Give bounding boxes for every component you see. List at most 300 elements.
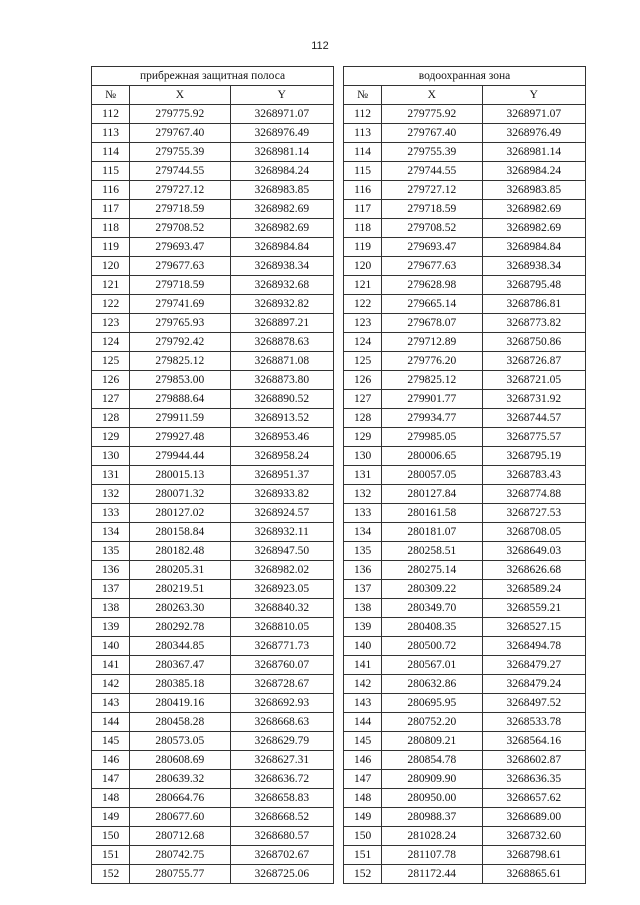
x-coordinate-cell: 280292.78	[130, 618, 230, 637]
x-coordinate-cell: 280573.05	[130, 732, 230, 751]
table-row	[344, 238, 586, 257]
table-row	[344, 181, 586, 200]
y-coordinate-cell: 3268840.32	[230, 599, 333, 618]
column-header-x: X	[382, 86, 482, 105]
y-coordinate-cell: 3268721.05	[482, 371, 585, 390]
point-number-cell: 151	[92, 846, 130, 865]
point-number-cell: 136	[92, 561, 130, 580]
y-coordinate-cell: 3268668.63	[230, 713, 333, 732]
y-coordinate-cell: 3268795.48	[482, 276, 585, 295]
y-coordinate-cell: 3268629.79	[230, 732, 333, 751]
table-row	[344, 485, 586, 504]
point-number-cell: 116	[344, 181, 382, 200]
x-coordinate-cell: 281107.78	[382, 846, 482, 865]
table-row	[92, 162, 334, 181]
point-number-cell: 145	[344, 732, 382, 751]
table-row	[344, 162, 586, 181]
y-coordinate-cell: 3268732.60	[482, 827, 585, 846]
point-number-cell: 136	[344, 561, 382, 580]
y-coordinate-cell: 3268982.69	[482, 219, 585, 238]
table-row	[92, 219, 334, 238]
point-number-cell: 134	[92, 523, 130, 542]
x-coordinate-cell: 280071.32	[130, 485, 230, 504]
table-row	[344, 789, 586, 808]
y-coordinate-cell: 3268602.87	[482, 751, 585, 770]
x-coordinate-cell: 280639.32	[130, 770, 230, 789]
table-row	[344, 751, 586, 770]
table-row	[92, 314, 334, 333]
table-row	[344, 808, 586, 827]
x-coordinate-cell: 280127.02	[130, 504, 230, 523]
point-number-cell: 149	[92, 808, 130, 827]
table-row	[92, 637, 334, 656]
point-number-cell: 131	[344, 466, 382, 485]
y-coordinate-cell: 3268775.57	[482, 428, 585, 447]
point-number-cell: 137	[344, 580, 382, 599]
y-coordinate-cell: 3268559.21	[482, 599, 585, 618]
y-coordinate-cell: 3268873.80	[230, 371, 333, 390]
table-title: водоохранная зона	[344, 67, 586, 86]
point-number-cell: 140	[344, 637, 382, 656]
y-coordinate-cell: 3268773.82	[482, 314, 585, 333]
y-coordinate-cell: 3268982.69	[230, 219, 333, 238]
point-number-cell: 112	[344, 105, 382, 124]
y-coordinate-cell: 3268932.82	[230, 295, 333, 314]
column-header-number: №	[344, 86, 382, 105]
x-coordinate-cell: 280950.00	[382, 789, 482, 808]
x-coordinate-cell: 279677.63	[130, 257, 230, 276]
table-row	[92, 181, 334, 200]
x-coordinate-cell: 279744.55	[130, 162, 230, 181]
table-row	[92, 561, 334, 580]
table-row	[92, 200, 334, 219]
y-coordinate-cell: 3268878.63	[230, 333, 333, 352]
x-coordinate-cell: 280344.85	[130, 637, 230, 656]
x-coordinate-cell: 280742.75	[130, 846, 230, 865]
table-row	[92, 257, 334, 276]
x-coordinate-cell: 279985.05	[382, 428, 482, 447]
y-coordinate-cell: 3268984.24	[482, 162, 585, 181]
x-coordinate-cell: 279944.44	[130, 447, 230, 466]
y-coordinate-cell: 3268658.83	[230, 789, 333, 808]
point-number-cell: 143	[344, 694, 382, 713]
table-row	[344, 846, 586, 865]
point-number-cell: 140	[92, 637, 130, 656]
x-coordinate-cell: 279628.98	[382, 276, 482, 295]
table-row	[344, 599, 586, 618]
point-number-cell: 147	[344, 770, 382, 789]
y-coordinate-cell: 3268649.03	[482, 542, 585, 561]
table-row	[92, 276, 334, 295]
x-coordinate-cell: 280127.84	[382, 485, 482, 504]
point-number-cell: 141	[92, 656, 130, 675]
point-number-cell: 126	[92, 371, 130, 390]
y-coordinate-cell: 3268971.07	[482, 105, 585, 124]
y-coordinate-cell: 3268976.49	[230, 124, 333, 143]
point-number-cell: 144	[92, 713, 130, 732]
table-row	[92, 580, 334, 599]
x-coordinate-cell: 279708.52	[382, 219, 482, 238]
table-row	[92, 694, 334, 713]
y-coordinate-cell: 3268984.24	[230, 162, 333, 181]
point-number-cell: 128	[344, 409, 382, 428]
point-number-cell: 142	[92, 675, 130, 694]
y-coordinate-cell: 3268479.24	[482, 675, 585, 694]
x-coordinate-cell: 280632.86	[382, 675, 482, 694]
point-number-cell: 138	[92, 599, 130, 618]
y-coordinate-cell: 3268938.34	[230, 257, 333, 276]
x-coordinate-cell: 280695.95	[382, 694, 482, 713]
point-number-cell: 126	[344, 371, 382, 390]
x-coordinate-cell: 280158.84	[130, 523, 230, 542]
y-coordinate-cell: 3268932.11	[230, 523, 333, 542]
table-row	[344, 504, 586, 523]
y-coordinate-cell: 3268984.84	[482, 238, 585, 257]
x-coordinate-cell: 280161.58	[382, 504, 482, 523]
y-coordinate-cell: 3268933.82	[230, 485, 333, 504]
y-coordinate-cell: 3268494.78	[482, 637, 585, 656]
point-number-cell: 134	[344, 523, 382, 542]
point-number-cell: 129	[344, 428, 382, 447]
y-coordinate-cell: 3268702.67	[230, 846, 333, 865]
x-coordinate-cell: 279755.39	[382, 143, 482, 162]
y-coordinate-cell: 3268795.19	[482, 447, 585, 466]
table-row	[92, 732, 334, 751]
table-row	[92, 371, 334, 390]
point-number-cell: 148	[344, 789, 382, 808]
point-number-cell: 151	[344, 846, 382, 865]
x-coordinate-cell: 280205.31	[130, 561, 230, 580]
table-body	[344, 105, 586, 884]
x-coordinate-cell: 279712.89	[382, 333, 482, 352]
y-coordinate-cell: 3268771.73	[230, 637, 333, 656]
y-coordinate-cell: 3268750.86	[482, 333, 585, 352]
point-number-cell: 117	[92, 200, 130, 219]
x-coordinate-cell: 279708.52	[130, 219, 230, 238]
table-row	[344, 694, 586, 713]
page-number: 112	[311, 40, 329, 52]
table-row	[344, 314, 586, 333]
table-row	[344, 200, 586, 219]
point-number-cell: 144	[344, 713, 382, 732]
y-coordinate-cell: 3268976.49	[482, 124, 585, 143]
point-number-cell: 149	[344, 808, 382, 827]
x-coordinate-cell: 279776.20	[382, 352, 482, 371]
column-header-x: X	[130, 86, 230, 105]
y-coordinate-cell: 3268774.88	[482, 485, 585, 504]
x-coordinate-cell: 280419.16	[130, 694, 230, 713]
y-coordinate-cell: 3268564.16	[482, 732, 585, 751]
table-row	[92, 409, 334, 428]
point-number-cell: 150	[92, 827, 130, 846]
table-row	[344, 371, 586, 390]
table-row	[344, 675, 586, 694]
y-coordinate-cell: 3268953.46	[230, 428, 333, 447]
water-protection-zone-table	[343, 66, 586, 884]
x-coordinate-cell: 279765.93	[130, 314, 230, 333]
x-coordinate-cell: 280385.18	[130, 675, 230, 694]
x-coordinate-cell: 281028.24	[382, 827, 482, 846]
table-row	[92, 485, 334, 504]
x-coordinate-cell: 279767.40	[130, 124, 230, 143]
table-row	[344, 143, 586, 162]
point-number-cell: 119	[344, 238, 382, 257]
y-coordinate-cell: 3268913.52	[230, 409, 333, 428]
table-row	[92, 542, 334, 561]
x-coordinate-cell: 280057.05	[382, 466, 482, 485]
y-coordinate-cell: 3268938.34	[482, 257, 585, 276]
x-coordinate-cell: 280608.69	[130, 751, 230, 770]
table-row	[344, 447, 586, 466]
table-row	[344, 523, 586, 542]
table-row	[92, 770, 334, 789]
table-row	[92, 504, 334, 523]
y-coordinate-cell: 3268984.84	[230, 238, 333, 257]
y-coordinate-cell: 3268533.78	[482, 713, 585, 732]
point-number-cell: 133	[92, 504, 130, 523]
table-row	[344, 105, 586, 124]
table-row	[92, 428, 334, 447]
point-number-cell: 115	[344, 162, 382, 181]
y-coordinate-cell: 3268636.72	[230, 770, 333, 789]
table-row	[344, 618, 586, 637]
table-row	[344, 409, 586, 428]
y-coordinate-cell: 3268626.68	[482, 561, 585, 580]
y-coordinate-cell: 3268951.37	[230, 466, 333, 485]
y-coordinate-cell: 3268783.43	[482, 466, 585, 485]
x-coordinate-cell: 280755.77	[130, 865, 230, 884]
point-number-cell: 137	[92, 580, 130, 599]
table-row	[92, 599, 334, 618]
y-coordinate-cell: 3268981.14	[482, 143, 585, 162]
y-coordinate-cell: 3268692.93	[230, 694, 333, 713]
y-coordinate-cell: 3268871.08	[230, 352, 333, 371]
x-coordinate-cell: 280500.72	[382, 637, 482, 656]
point-number-cell: 122	[92, 295, 130, 314]
x-coordinate-cell: 279727.12	[130, 181, 230, 200]
y-coordinate-cell: 3268680.57	[230, 827, 333, 846]
y-coordinate-cell: 3268958.24	[230, 447, 333, 466]
point-number-cell: 129	[92, 428, 130, 447]
y-coordinate-cell: 3268810.05	[230, 618, 333, 637]
y-coordinate-cell: 3268798.61	[482, 846, 585, 865]
point-number-cell: 146	[344, 751, 382, 770]
point-number-cell: 147	[92, 770, 130, 789]
x-coordinate-cell: 280219.51	[130, 580, 230, 599]
table-row	[344, 732, 586, 751]
table-row	[92, 295, 334, 314]
point-number-cell: 146	[92, 751, 130, 770]
x-coordinate-cell: 279927.48	[130, 428, 230, 447]
table-row	[92, 789, 334, 808]
x-coordinate-cell: 280752.20	[382, 713, 482, 732]
x-coordinate-cell: 279693.47	[130, 238, 230, 257]
y-coordinate-cell: 3268786.81	[482, 295, 585, 314]
y-coordinate-cell: 3268983.85	[482, 181, 585, 200]
column-header-number: №	[92, 86, 130, 105]
point-number-cell: 119	[92, 238, 130, 257]
table-row	[92, 618, 334, 637]
point-number-cell: 127	[344, 390, 382, 409]
point-number-cell: 116	[92, 181, 130, 200]
y-coordinate-cell: 3268947.50	[230, 542, 333, 561]
point-number-cell: 112	[92, 105, 130, 124]
table-row	[344, 276, 586, 295]
x-coordinate-cell: 280567.01	[382, 656, 482, 675]
point-number-cell: 113	[92, 124, 130, 143]
table-row	[344, 865, 586, 884]
point-number-cell: 145	[92, 732, 130, 751]
point-number-cell: 115	[92, 162, 130, 181]
y-coordinate-cell: 3268689.00	[482, 808, 585, 827]
point-number-cell: 118	[344, 219, 382, 238]
y-coordinate-cell: 3268636.35	[482, 770, 585, 789]
point-number-cell: 131	[92, 466, 130, 485]
y-coordinate-cell: 3268668.52	[230, 808, 333, 827]
x-coordinate-cell: 279677.63	[382, 257, 482, 276]
y-coordinate-cell: 3268744.57	[482, 409, 585, 428]
y-coordinate-cell: 3268981.14	[230, 143, 333, 162]
table-row	[92, 390, 334, 409]
table-row	[344, 656, 586, 675]
table-row	[344, 713, 586, 732]
x-coordinate-cell: 280854.78	[382, 751, 482, 770]
table-row	[92, 808, 334, 827]
column-header-y: Y	[482, 86, 585, 105]
x-coordinate-cell: 279888.64	[130, 390, 230, 409]
point-number-cell: 120	[344, 257, 382, 276]
x-coordinate-cell: 280367.47	[130, 656, 230, 675]
y-coordinate-cell: 3268728.67	[230, 675, 333, 694]
point-number-cell: 123	[92, 314, 130, 333]
point-number-cell: 125	[92, 352, 130, 371]
table-row	[92, 447, 334, 466]
y-coordinate-cell: 3268725.06	[230, 865, 333, 884]
point-number-cell: 123	[344, 314, 382, 333]
x-coordinate-cell: 280458.28	[130, 713, 230, 732]
point-number-cell: 120	[92, 257, 130, 276]
table-row	[92, 713, 334, 732]
point-number-cell: 124	[92, 333, 130, 352]
x-coordinate-cell: 280263.30	[130, 599, 230, 618]
table-row	[344, 390, 586, 409]
x-coordinate-cell: 279755.39	[130, 143, 230, 162]
x-coordinate-cell: 280988.37	[382, 808, 482, 827]
point-number-cell: 121	[92, 276, 130, 295]
y-coordinate-cell: 3268589.24	[482, 580, 585, 599]
x-coordinate-cell: 279911.59	[130, 409, 230, 428]
point-number-cell: 113	[344, 124, 382, 143]
table-row	[92, 865, 334, 884]
table-row	[92, 352, 334, 371]
x-coordinate-cell: 279741.69	[130, 295, 230, 314]
coastal-strip-table	[91, 66, 334, 884]
x-coordinate-cell: 280258.51	[382, 542, 482, 561]
table-row	[344, 637, 586, 656]
x-coordinate-cell: 280909.90	[382, 770, 482, 789]
table-row	[344, 124, 586, 143]
point-number-cell: 152	[344, 865, 382, 884]
x-coordinate-cell: 279678.07	[382, 314, 482, 333]
table-body	[92, 105, 334, 884]
point-number-cell: 142	[344, 675, 382, 694]
x-coordinate-cell: 279825.12	[130, 352, 230, 371]
x-coordinate-cell: 280712.68	[130, 827, 230, 846]
point-number-cell: 114	[344, 143, 382, 162]
point-number-cell: 135	[92, 542, 130, 561]
point-number-cell: 130	[92, 447, 130, 466]
y-coordinate-cell: 3268760.07	[230, 656, 333, 675]
x-coordinate-cell: 279744.55	[382, 162, 482, 181]
point-number-cell: 121	[344, 276, 382, 295]
y-coordinate-cell: 3268497.52	[482, 694, 585, 713]
point-number-cell: 118	[92, 219, 130, 238]
table-row	[92, 656, 334, 675]
x-coordinate-cell: 280182.48	[130, 542, 230, 561]
x-coordinate-cell: 279693.47	[382, 238, 482, 257]
point-number-cell: 125	[344, 352, 382, 371]
x-coordinate-cell: 280006.65	[382, 447, 482, 466]
x-coordinate-cell: 280677.60	[130, 808, 230, 827]
x-coordinate-cell: 280809.21	[382, 732, 482, 751]
y-coordinate-cell: 3268982.02	[230, 561, 333, 580]
point-number-cell: 152	[92, 865, 130, 884]
point-number-cell: 141	[344, 656, 382, 675]
point-number-cell: 114	[92, 143, 130, 162]
y-coordinate-cell: 3268527.15	[482, 618, 585, 637]
x-coordinate-cell: 280408.35	[382, 618, 482, 637]
x-coordinate-cell: 279727.12	[382, 181, 482, 200]
table-row	[344, 219, 586, 238]
table-row	[344, 770, 586, 789]
y-coordinate-cell: 3268932.68	[230, 276, 333, 295]
table-row	[344, 580, 586, 599]
point-number-cell: 133	[344, 504, 382, 523]
table-row	[92, 124, 334, 143]
table-row	[92, 238, 334, 257]
y-coordinate-cell: 3268865.61	[482, 865, 585, 884]
table-row	[344, 295, 586, 314]
x-coordinate-cell: 279853.00	[130, 371, 230, 390]
point-number-cell: 132	[344, 485, 382, 504]
point-number-cell: 143	[92, 694, 130, 713]
x-coordinate-cell: 279718.59	[130, 276, 230, 295]
point-number-cell: 127	[92, 390, 130, 409]
point-number-cell: 132	[92, 485, 130, 504]
y-coordinate-cell: 3268924.57	[230, 504, 333, 523]
point-number-cell: 138	[344, 599, 382, 618]
x-coordinate-cell: 279901.77	[382, 390, 482, 409]
x-coordinate-cell: 280181.07	[382, 523, 482, 542]
column-header-y: Y	[230, 86, 333, 105]
point-number-cell: 139	[344, 618, 382, 637]
x-coordinate-cell: 279665.14	[382, 295, 482, 314]
point-number-cell: 130	[344, 447, 382, 466]
table-row	[344, 257, 586, 276]
x-coordinate-cell: 279718.59	[130, 200, 230, 219]
x-coordinate-cell: 279775.92	[382, 105, 482, 124]
table-title: прибрежная защитная полоса	[92, 67, 334, 86]
x-coordinate-cell: 280275.14	[382, 561, 482, 580]
point-number-cell: 135	[344, 542, 382, 561]
y-coordinate-cell: 3268982.69	[482, 200, 585, 219]
y-coordinate-cell: 3268923.05	[230, 580, 333, 599]
point-number-cell: 128	[92, 409, 130, 428]
x-coordinate-cell: 280664.76	[130, 789, 230, 808]
x-coordinate-cell: 279767.40	[382, 124, 482, 143]
y-coordinate-cell: 3268897.21	[230, 314, 333, 333]
x-coordinate-cell: 280349.70	[382, 599, 482, 618]
